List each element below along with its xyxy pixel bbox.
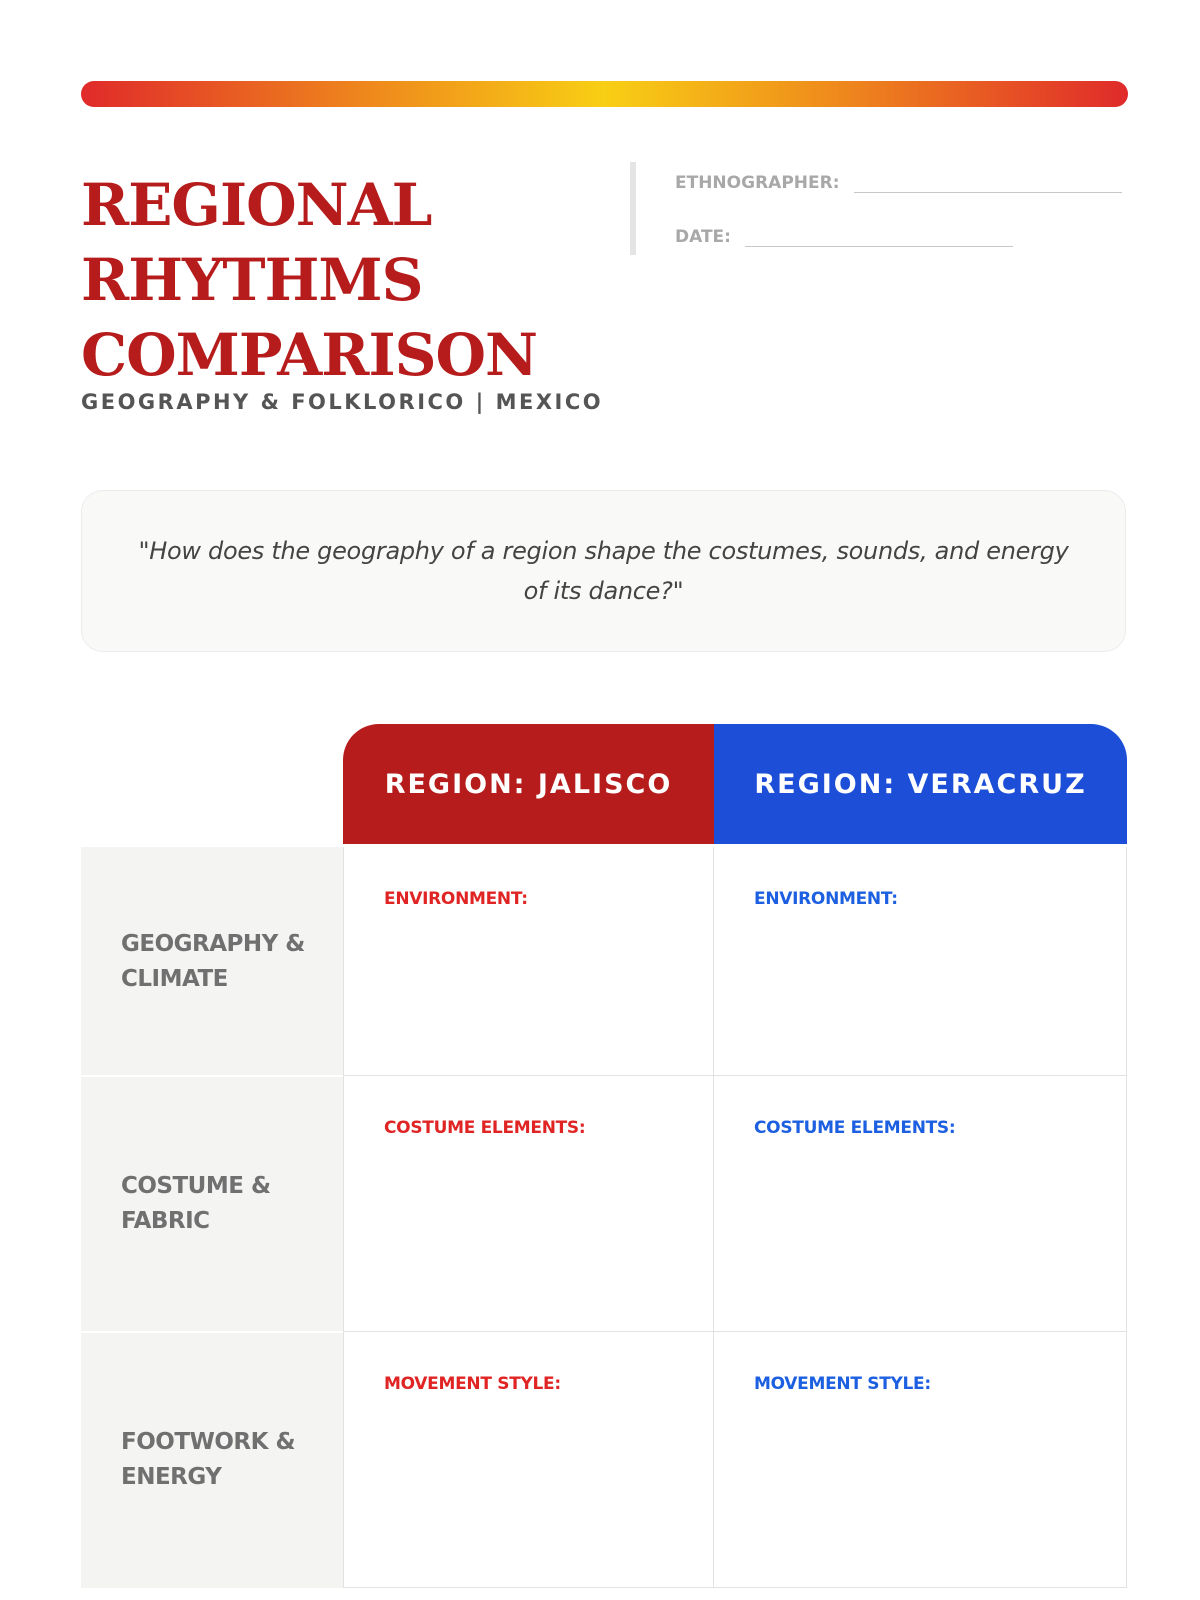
title-line: REGIONAL: [81, 171, 432, 239]
ethnographer-field: [675, 170, 1122, 193]
guiding-question-text: "How does the geography of a region shape the costumes, sounds, and energy of its dance?": [138, 537, 1069, 605]
row-label-line: FOOTWORK &: [121, 1429, 296, 1455]
title-line: COMPARISON: [81, 321, 538, 389]
cell-jalisco-geography[interactable]: [343, 847, 714, 1076]
title-line: RHYTHMS: [81, 246, 423, 314]
cell-veracruz-geography[interactable]: [714, 847, 1127, 1076]
cell-label: MOVEMENT STYLE:: [384, 1374, 561, 1394]
cell-label: COSTUME ELEMENTS:: [754, 1118, 956, 1138]
meta-divider: [630, 162, 636, 255]
page-subtitle: GEOGRAPHY & FOLKLORICO | MEXICO: [81, 390, 604, 414]
cell-label: MOVEMENT STYLE:: [754, 1374, 931, 1394]
row-label-costume: [81, 1076, 343, 1332]
date-input-line[interactable]: [745, 224, 1013, 247]
row-label-line: ENERGY: [121, 1464, 222, 1490]
row-label-line: FABRIC: [121, 1208, 210, 1234]
top-gradient-bar: [81, 81, 1128, 107]
column-header-jalisco: REGION: JALISCO: [343, 724, 714, 844]
cell-label: COSTUME ELEMENTS:: [384, 1118, 586, 1138]
row-label-footwork: [81, 1332, 343, 1588]
date-field: [675, 224, 1013, 247]
cell-veracruz-footwork[interactable]: [714, 1332, 1127, 1588]
date-label: DATE:: [675, 227, 731, 247]
cell-label: ENVIRONMENT:: [384, 889, 528, 909]
row-separator: [81, 1075, 343, 1077]
row-label-line: CLIMATE: [121, 965, 228, 992]
row-label-line: GEOGRAPHY &: [121, 930, 305, 957]
cell-label: ENVIRONMENT:: [754, 889, 898, 909]
cell-jalisco-footwork[interactable]: [343, 1332, 714, 1588]
ethnographer-label: ETHNOGRAPHER:: [675, 173, 840, 193]
row-label-geography: [81, 847, 343, 1076]
ethnographer-input-line[interactable]: [854, 170, 1122, 193]
cell-veracruz-costume[interactable]: [714, 1076, 1127, 1332]
row-label-line: COSTUME &: [121, 1173, 271, 1199]
page-title: [81, 168, 621, 393]
cell-jalisco-costume[interactable]: [343, 1076, 714, 1332]
row-separator: [81, 1331, 343, 1333]
column-header-veracruz: REGION: VERACRUZ: [714, 724, 1127, 844]
guiding-question-box: [81, 490, 1126, 652]
